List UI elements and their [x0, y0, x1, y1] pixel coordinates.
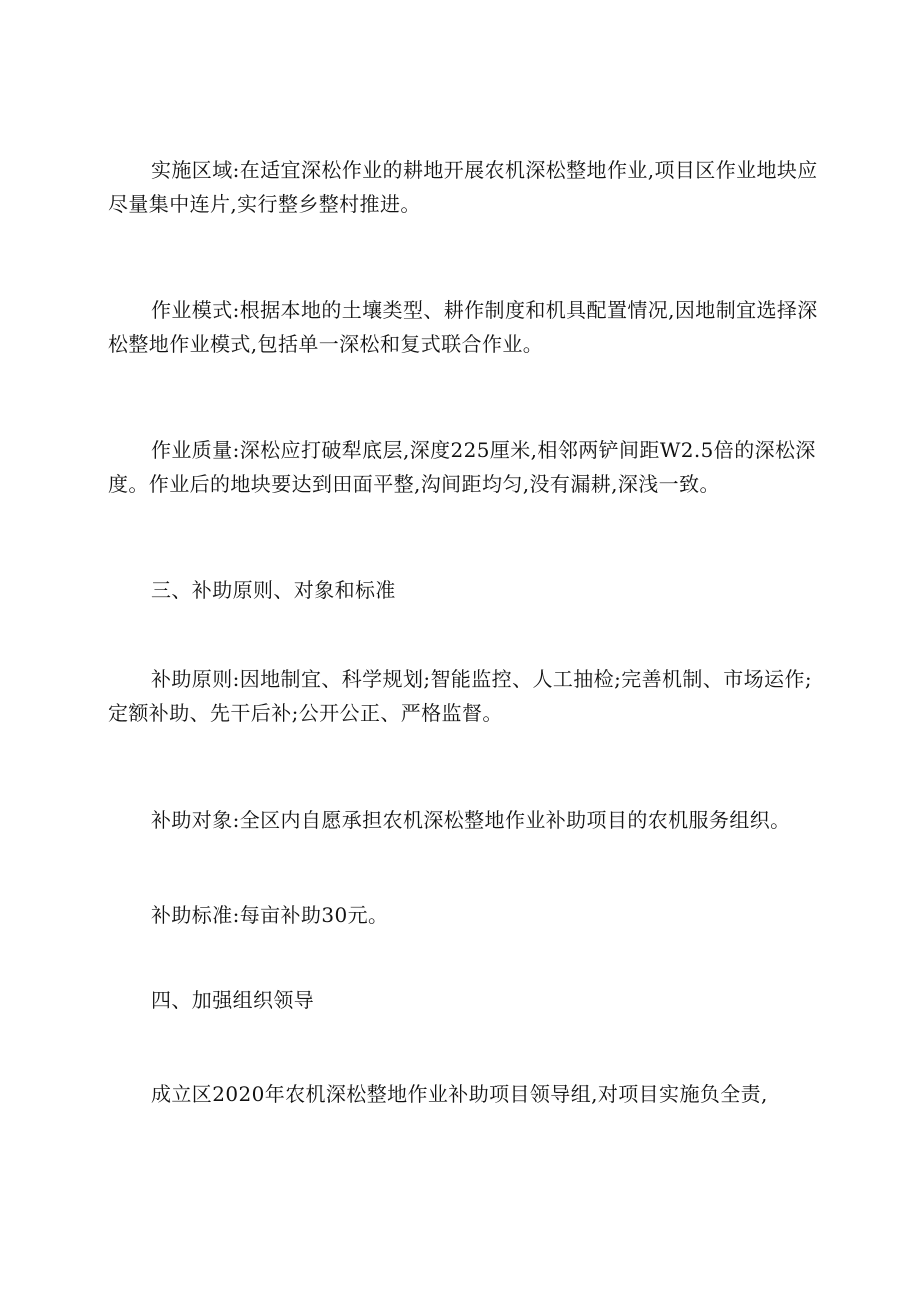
section-heading-leadership: 四、加强组织领导	[151, 988, 315, 1012]
paragraph-implementation-area: 实施区域:在适宜深松作业的耕地开展农机深松整地作业,项目区作业地块应尽量集中连片,实行整乡整村推进。	[108, 158, 818, 216]
section-heading-subsidy: 三、补助原则、对象和标准	[151, 578, 396, 602]
paragraph-subsidy-standard: 补助标准:每亩补助30元。	[151, 903, 389, 927]
paragraph-subsidy-target: 补助对象:全区内自愿承担农机深松整地作业补助项目的农机服务组织。	[151, 808, 791, 832]
paragraph-operation-quality: 作业质量:深松应打破犁底层,深度225厘米,相邻两铲间距W2.5倍的深松深度。作业后的地块要达到田面平整,沟间距均匀,没有漏耕,深浅一致。	[108, 438, 816, 496]
paragraph-subsidy-principles: 补助原则:因地制宜、科学规划;智能监控、人工抽检;完善机制、市场运作;定额补助、先干后补;公开公正、严格监督。	[108, 667, 812, 725]
paragraph-operation-mode: 作业模式:根据本地的土壤类型、耕作制度和机具配置情况,因地制宜选择深松整地作业模式,包括单一深松和复式联合作业。	[108, 298, 818, 356]
paragraph-leadership-group: 成立区2020年农机深松整地作业补助项目领导组,对项目实施负全责,	[151, 1082, 768, 1106]
